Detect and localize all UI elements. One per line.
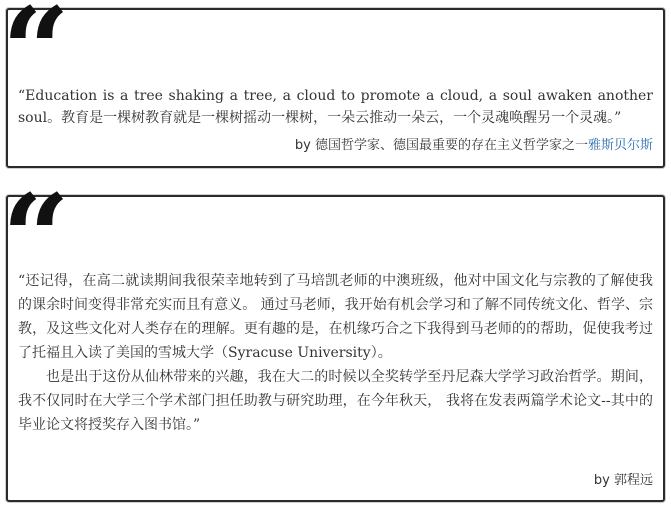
byline bbox=[594, 469, 653, 488]
quote-paragraph-1: “还记得，在高二就读期间我很荣幸地转到了马培凯老师的中澳班级，他对中国文化与宗教的了解使我的课余时间变得非常充实而且有意义。 通过马老师，我开始有机会学习和了解不同传统文化、哲学、宗教，及这些文化对人类存在的理解。更有趣的是，在机缘巧合之下我得到马老师的的帮助，促使我考过了托福且入读了美国的雪城大学（Syracuse University）。 bbox=[18, 273, 653, 361]
quote-mark-icon: “ bbox=[2, 168, 64, 307]
testimonial-card-1 bbox=[2, 0, 665, 168]
testimonial-card-2 bbox=[2, 168, 665, 502]
by-prefix: by bbox=[294, 138, 311, 153]
author-name: 郭程远 bbox=[613, 473, 653, 488]
quote-text bbox=[18, 85, 653, 129]
byline bbox=[295, 134, 653, 153]
quote-text bbox=[18, 269, 653, 437]
by-prefix: by bbox=[593, 473, 610, 488]
quote-paragraph: “Education is a tree shaking a tree, a cloud to promote a cloud, a soul awaken another soul。教育是一棵树教育就是一棵树摇动一棵树，一朵云推动一朵云，一个灵魂唤醒另一个灵魂。” bbox=[18, 88, 653, 126]
quote-mark-icon: “ bbox=[2, 0, 64, 120]
quote-paragraph-2: 也是出于这份从仙林带来的兴趣，我在大二的时候以全奖转学至丹尼森大学学习政治哲学。期间， 我不仅同时在大学三个学术部门担任助教与研究助理，在今年秋天， 我将在发表两篇学术论文--其中的毕业论文将授奖存入图书馆。” bbox=[18, 369, 653, 433]
author-description: 德国哲学家、德国最重要的存在主义哲学家之一 bbox=[314, 138, 588, 153]
author-link[interactable]: 雅斯贝尔斯 bbox=[587, 138, 653, 153]
